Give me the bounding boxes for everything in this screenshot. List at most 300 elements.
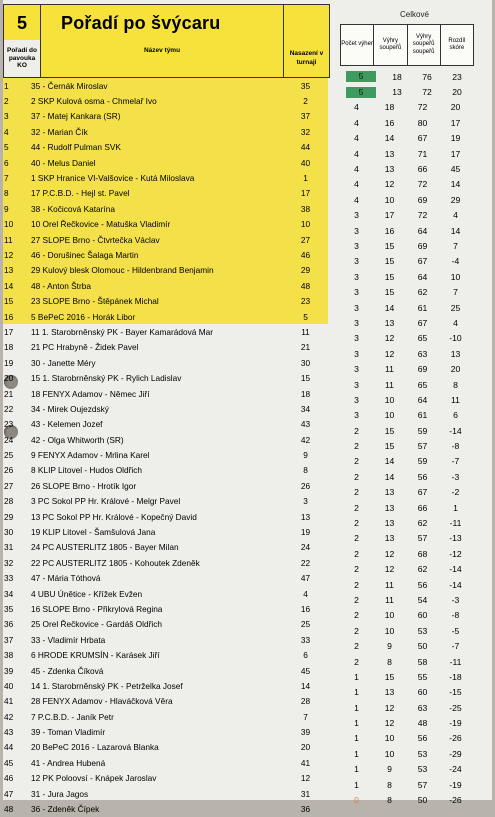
totals-row — [340, 515, 472, 530]
totals-row — [340, 131, 472, 146]
wins-cell: 2 — [354, 548, 359, 559]
team-cell: 31 - Jura Jagos — [31, 788, 89, 799]
totals-row — [340, 746, 472, 761]
rank-cell: 7 — [4, 173, 9, 184]
opp-wins2-cell: 53 — [417, 625, 428, 636]
totals-row — [340, 562, 472, 577]
opp-wins2-cell: 67 — [417, 487, 428, 498]
table-row — [3, 509, 328, 524]
totals-row — [340, 546, 472, 561]
opp-wins2-cell: 53 — [417, 764, 428, 775]
opp-wins2-cell: 71 — [417, 148, 428, 159]
rank-cell: 22 — [4, 403, 14, 414]
table-row — [3, 586, 328, 601]
seed-cell: 44 — [300, 142, 311, 153]
totals-row — [340, 638, 472, 653]
diff-cell: 20 — [450, 364, 461, 375]
seed-cell: 15 — [300, 373, 311, 384]
rank-cell: 23 — [4, 419, 14, 430]
rank-cell: 25 — [4, 450, 14, 461]
totals-row — [340, 469, 472, 484]
rank-cell: 42 — [4, 711, 14, 722]
opp-wins2-cell: 69 — [417, 240, 428, 251]
rank-cell: 35 — [4, 603, 14, 614]
totals-row — [340, 438, 472, 453]
opp-wins-cell: 9 — [387, 641, 392, 652]
table-row — [3, 324, 328, 339]
opp-wins-cell: 13 — [384, 502, 395, 513]
seed-cell: 48 — [300, 280, 311, 291]
table-row — [3, 293, 328, 308]
table-row — [3, 109, 328, 124]
opp-wins-cell: 14 — [384, 456, 395, 467]
wins-cell: 2 — [354, 502, 359, 513]
totals-table — [340, 69, 472, 808]
opp-wins-cell: 13 — [384, 533, 395, 544]
totals-row — [340, 408, 472, 423]
totals-row — [340, 146, 472, 161]
wins-cell: 3 — [354, 333, 359, 344]
diff-cell: -25 — [449, 702, 462, 713]
diff-cell: -8 — [451, 610, 460, 621]
team-cell: 28 FENYX Adamov - Hlaváčková Věra — [31, 696, 173, 707]
seed-cell: 9 — [303, 450, 308, 461]
seed-cell: 1 — [303, 173, 308, 184]
rank-cell: 48 — [4, 804, 14, 815]
team-cell: 11 1. Starobrněnský PK - Bayer Kamarádová Mar — [31, 326, 214, 337]
team-cell: 45 - Zdenka Číková — [31, 665, 104, 676]
totals-row — [340, 715, 472, 730]
diff-cell: -4 — [451, 256, 460, 267]
opp-wins-cell: 14 — [384, 302, 395, 313]
rank-cell: 44 — [4, 742, 14, 753]
diff-cell: 14 — [450, 225, 461, 236]
table-row — [3, 370, 328, 385]
diff-cell: -14 — [449, 579, 462, 590]
table-row — [3, 278, 328, 293]
wins-cell: 1 — [354, 733, 359, 744]
opp-wins2-cell: 72 — [417, 210, 428, 221]
wins-cell: 2 — [354, 579, 359, 590]
team-cell: 1 SKP Hranice VI-Valšovice - Kutá Miloslava — [31, 173, 195, 184]
totals-row — [340, 284, 472, 299]
seed-cell: 42 — [300, 434, 311, 445]
opp-wins2-cell: 76 — [422, 71, 432, 82]
diff-cell: -3 — [451, 594, 460, 605]
team-cell: 20 BePeC 2016 - Lazarová Blanka — [31, 742, 159, 753]
rank-cell: 37 — [4, 634, 14, 645]
seed-cell: 12 — [300, 773, 311, 784]
opp-wins-cell: 16 — [384, 117, 395, 128]
opp-wins2-cell: 57 — [417, 779, 428, 790]
totals-row — [340, 423, 472, 438]
seed-cell: 22 — [300, 557, 311, 568]
team-cell: 22 PC AUSTERLITZ 1805 - Kohoutek Zdeněk — [31, 557, 200, 568]
wins-cell: 3 — [354, 394, 359, 405]
seed-cell: 47 — [300, 573, 311, 584]
team-cell: 7 P.C.B.D. - Janík Petr — [31, 711, 114, 722]
opp-wins2-cell: 62 — [417, 564, 428, 575]
table-row — [3, 263, 328, 278]
table-row — [3, 755, 328, 770]
wins-cell: 2 — [354, 456, 359, 467]
team-cell: 33 - Vladimír Hrbata — [31, 634, 106, 645]
team-cell: 42 - Olga Whitworth (SR) — [31, 434, 124, 445]
seed-cell: 36 — [300, 804, 311, 815]
diff-cell: -7 — [451, 456, 460, 467]
team-cell: 39 - Toman Vladimír — [31, 727, 106, 738]
rank-cell: 30 — [4, 527, 14, 538]
opp-wins-cell: 11 — [385, 379, 394, 390]
team-cell: 32 - Marian Čík — [31, 126, 88, 137]
team-cell: 30 - Janette Méry — [31, 357, 96, 368]
opp-wins-cell: 13 — [384, 164, 395, 175]
team-cell: 15 1. Starobrněnský PK - Rylich Ladislav — [31, 373, 182, 384]
totals-row — [340, 161, 472, 176]
rank-cell: 40 — [4, 680, 14, 691]
wins-cell: 3 — [354, 256, 359, 267]
wins-cell: 2 — [354, 425, 359, 436]
table-row — [3, 309, 328, 324]
seed-cell: 33 — [300, 634, 311, 645]
diff-cell: 4 — [453, 317, 458, 328]
totals-row — [340, 454, 472, 469]
table-row — [3, 694, 328, 709]
opp-wins2-cell: 62 — [417, 518, 428, 529]
totals-row — [340, 115, 472, 130]
table-row — [3, 647, 328, 662]
opp-wins2-cell: 55 — [417, 671, 428, 682]
table-row — [3, 170, 328, 185]
table-row — [3, 217, 328, 232]
table-row — [3, 340, 328, 355]
opp-wins-cell: 15 — [384, 240, 395, 251]
team-cell: 12 PK Poloovsí - Knápek Jaroslav — [31, 773, 157, 784]
totals-row — [340, 361, 472, 376]
team-cell: 48 - Anton Štrba — [31, 280, 91, 291]
totals-row — [340, 654, 472, 669]
team-cell: 36 - Zdeněk Čípek — [31, 804, 100, 815]
team-cell: 23 SLOPE Brno - Štěpánek Michal — [31, 296, 159, 307]
rank-cell: 21 — [4, 388, 14, 399]
wins-cell: 5 — [346, 71, 376, 82]
seed-cell: 13 — [300, 511, 311, 522]
seed-cell: 26 — [300, 480, 311, 491]
table-row — [3, 401, 328, 416]
seed-cell: 29 — [300, 265, 311, 276]
rank-cell: 47 — [4, 788, 14, 799]
totals-row — [340, 669, 472, 684]
rank-cell: 24 — [4, 434, 14, 445]
rank-cell: 14 — [4, 280, 14, 291]
seed-cell: 16 — [300, 603, 311, 614]
team-cell: 3 PC Sokol PP Hr. Králové - Melgr Pavel — [31, 496, 181, 507]
seed-cell: 20 — [300, 742, 311, 753]
opp-wins-cell: 16 — [384, 225, 395, 236]
wins-cell: 3 — [354, 410, 359, 421]
rank-cell: 8 — [4, 188, 9, 199]
title-bar — [3, 4, 330, 42]
seed-cell: 27 — [300, 234, 311, 245]
seed-cell: 38 — [300, 203, 311, 214]
totals-row — [340, 531, 472, 546]
table-row — [3, 709, 328, 724]
table-row — [3, 632, 328, 647]
table-row — [3, 524, 328, 539]
totals-row — [340, 685, 472, 700]
totals-row — [340, 100, 472, 115]
opp-wins2-cell: 54 — [417, 594, 428, 605]
wins-cell: 4 — [354, 102, 359, 113]
table-row — [3, 724, 328, 739]
wins-cell: 2 — [354, 594, 359, 605]
diff-cell: 4 — [453, 210, 458, 221]
totals-row — [340, 69, 472, 84]
rank-cell: 33 — [4, 573, 14, 584]
opp-wins2-cell: 66 — [417, 502, 428, 513]
diff-cell: 11 — [451, 394, 460, 405]
team-cell: 17 P.C.B.D. - Hejl st. Pavel — [31, 188, 130, 199]
team-cell: 37 - Matej Kankara (SR) — [31, 111, 121, 122]
seed-cell: 19 — [300, 527, 311, 538]
table-row — [3, 355, 328, 370]
table-row — [3, 463, 328, 478]
table-row — [3, 201, 328, 216]
diff-cell: -19 — [449, 779, 462, 790]
opp-wins2-cell: 68 — [417, 548, 428, 559]
opp-wins-cell: 12 — [384, 702, 395, 713]
totals-row — [340, 238, 472, 253]
rank-cell: 20 — [4, 373, 14, 384]
rank-cell: 11 — [4, 234, 13, 245]
diff-cell: 6 — [453, 410, 458, 421]
table-row — [3, 140, 328, 155]
opp-wins2-cell: 72 — [417, 179, 428, 190]
diff-cell: 1 — [453, 502, 458, 513]
wins-cell: 3 — [354, 379, 359, 390]
wins-cell: 2 — [354, 625, 359, 636]
totals-row — [340, 700, 472, 715]
opp-wins-cell: 18 — [392, 71, 402, 82]
rank-cell: 31 — [4, 542, 14, 553]
totals-row — [340, 331, 472, 346]
opp-wins2-cell: 58 — [417, 656, 428, 667]
wins-cell: 3 — [354, 364, 359, 375]
seed-cell: 32 — [300, 126, 311, 137]
page-title: Pořadí po švýcaru — [61, 12, 221, 33]
diff-cell: 19 — [450, 133, 461, 144]
rank-cell: 16 — [4, 311, 14, 322]
opp-wins-cell: 12 — [384, 179, 395, 190]
opp-wins-cell: 11 — [385, 364, 394, 375]
opp-wins-cell: 15 — [384, 441, 395, 452]
seed-cell: 34 — [300, 403, 311, 414]
opp-wins2-cell: 57 — [417, 533, 428, 544]
opp-wins2-cell: 69 — [417, 194, 428, 205]
seed-cell: 2 — [303, 96, 308, 107]
wins-cell: 1 — [354, 718, 359, 729]
totals-row — [340, 254, 472, 269]
table-row — [3, 786, 328, 801]
rank-cell: 18 — [4, 342, 14, 353]
totals-row — [340, 377, 472, 392]
diff-cell: 13 — [450, 348, 461, 359]
opp-wins-cell: 13 — [384, 687, 395, 698]
wins-cell: 3 — [354, 271, 359, 282]
team-cell: 9 FENYX Adamov - Mrlina Karel — [31, 450, 150, 461]
table-row — [3, 801, 328, 816]
seed-cell: 30 — [300, 357, 311, 368]
table-row — [3, 155, 328, 170]
wins-cell: 1 — [354, 702, 359, 713]
wins-cell: 4 — [354, 179, 359, 190]
seed-cell: 43 — [300, 419, 311, 430]
col-header-rank: Pořadí do pavouka KO — [4, 40, 41, 77]
diff-cell: -14 — [449, 425, 462, 436]
seed-cell: 10 — [300, 219, 311, 230]
wins-cell: 2 — [354, 441, 359, 452]
totals-row — [340, 300, 472, 315]
totals-label: Celkové — [400, 10, 429, 19]
wins-cell: 1 — [354, 764, 359, 775]
totals-row — [340, 177, 472, 192]
table-row — [3, 540, 328, 555]
wins-cell: 2 — [354, 610, 359, 621]
opp-wins2-cell: 50 — [417, 641, 428, 652]
table-row — [3, 555, 328, 570]
rank-cell: 27 — [4, 480, 14, 491]
rank-cell: 19 — [4, 357, 14, 368]
diff-cell: -8 — [451, 441, 460, 452]
opp-wins2-cell: 56 — [417, 579, 428, 590]
team-cell: 6 HRODE KRUMSÍN - Karásek Jiří — [31, 650, 160, 661]
opp-wins2-cell: 67 — [417, 317, 428, 328]
wins-cell: 4 — [354, 194, 359, 205]
opp-wins2-cell: 56 — [417, 733, 428, 744]
diff-cell: -7 — [451, 641, 460, 652]
seed-cell: 35 — [300, 80, 311, 91]
wins-cell: 4 — [354, 164, 359, 175]
opp-wins-cell: 14 — [384, 471, 395, 482]
diff-cell: 7 — [453, 240, 458, 251]
seed-cell: 4 — [303, 588, 308, 599]
totals-row — [340, 500, 472, 515]
diff-cell: 20 — [450, 102, 461, 113]
diff-cell: 45 — [450, 164, 461, 175]
team-cell: 8 KLIP Litovel - Hudos Oldřich — [31, 465, 142, 476]
opp-wins-cell: 12 — [384, 348, 395, 359]
opp-wins-cell: 13 — [384, 518, 395, 529]
opp-wins-cell: 13 — [392, 87, 402, 98]
opp-wins-cell: 8 — [387, 795, 392, 806]
totals-row — [340, 777, 472, 792]
totals-row — [340, 208, 472, 223]
rank-cell: 1 — [4, 80, 9, 91]
team-cell: 13 PC Sokol PP Hr. Králové - Kopečný David — [31, 511, 197, 522]
table-row — [3, 386, 328, 401]
opp-wins-cell: 15 — [384, 271, 395, 282]
table-row — [3, 432, 328, 447]
diff-cell: -18 — [449, 671, 462, 682]
diff-cell: 8 — [453, 379, 458, 390]
totals-row — [340, 608, 472, 623]
team-cell: 2 SKP Kulová osma - Chmelař Ivo — [31, 96, 157, 107]
totals-row — [340, 346, 472, 361]
col-header-seed: Nasazení v turnaji — [283, 40, 329, 77]
table-row — [3, 78, 328, 93]
wins-cell: 2 — [354, 656, 359, 667]
diff-cell: -29 — [449, 748, 462, 759]
totals-row — [340, 315, 472, 330]
opp-wins-cell: 12 — [384, 564, 395, 575]
team-cell: 40 - Melus Daniel — [31, 157, 96, 168]
opp-wins2-cell: 67 — [417, 133, 428, 144]
opp-wins2-cell: 65 — [417, 333, 428, 344]
diff-cell: 7 — [453, 287, 458, 298]
table-row — [3, 247, 328, 262]
rank-cell: 2 — [4, 96, 9, 107]
opp-wins-cell: 15 — [384, 425, 395, 436]
seed-cell: 3 — [303, 496, 308, 507]
opp-wins-cell: 13 — [384, 148, 395, 159]
wins-cell: 1 — [354, 671, 359, 682]
wins-cell: 2 — [354, 641, 359, 652]
table-row — [3, 93, 328, 108]
col-header-opp-wins2: Výhry soupeřů soupeřů — [408, 25, 441, 65]
diff-cell: 17 — [450, 148, 461, 159]
rank-cell: 34 — [4, 588, 14, 599]
rank-cell: 12 — [4, 249, 14, 260]
opp-wins2-cell: 48 — [417, 718, 428, 729]
seed-cell: 45 — [300, 665, 311, 676]
team-cell: 44 - Rudolf Pulman SVK — [31, 142, 121, 153]
wins-cell: 2 — [354, 471, 359, 482]
seed-cell: 40 — [300, 157, 311, 168]
rank-cell: 17 — [4, 326, 14, 337]
seed-cell: 46 — [300, 249, 311, 260]
seed-cell: 6 — [303, 650, 308, 661]
col-header-wins: Počet výher — [341, 25, 374, 65]
opp-wins2-cell: 59 — [417, 456, 428, 467]
team-cell: 27 SLOPE Brno - Čtvrtečka Václav — [31, 234, 160, 245]
opp-wins2-cell: 80 — [417, 117, 428, 128]
rank-cell: 38 — [4, 650, 14, 661]
opp-wins-cell: 10 — [384, 194, 395, 205]
totals-row — [340, 592, 472, 607]
seed-cell: 28 — [300, 696, 311, 707]
opp-wins-cell: 9 — [387, 764, 392, 775]
diff-cell: -26 — [449, 795, 462, 806]
opp-wins-cell: 8 — [387, 656, 392, 667]
diff-cell: -10 — [449, 333, 462, 344]
diff-cell: -11 — [449, 656, 462, 667]
wins-cell: 2 — [354, 533, 359, 544]
opp-wins2-cell: 57 — [417, 441, 428, 452]
diff-cell: 10 — [450, 271, 461, 282]
team-cell: 26 SLOPE Brno - Hrotík Igor — [31, 480, 137, 491]
team-cell: 38 - Kočicová Katarína — [31, 203, 115, 214]
opp-wins2-cell: 69 — [417, 364, 428, 375]
opp-wins-cell: 8 — [387, 779, 392, 790]
diff-cell: -3 — [451, 471, 460, 482]
wins-cell: 3 — [354, 348, 359, 359]
opp-wins-cell: 12 — [384, 548, 395, 559]
standings-table — [3, 78, 328, 817]
opp-wins2-cell: 53 — [417, 748, 428, 759]
wins-cell: 3 — [354, 240, 359, 251]
rank-cell: 43 — [4, 727, 14, 738]
opp-wins2-cell: 66 — [417, 164, 428, 175]
